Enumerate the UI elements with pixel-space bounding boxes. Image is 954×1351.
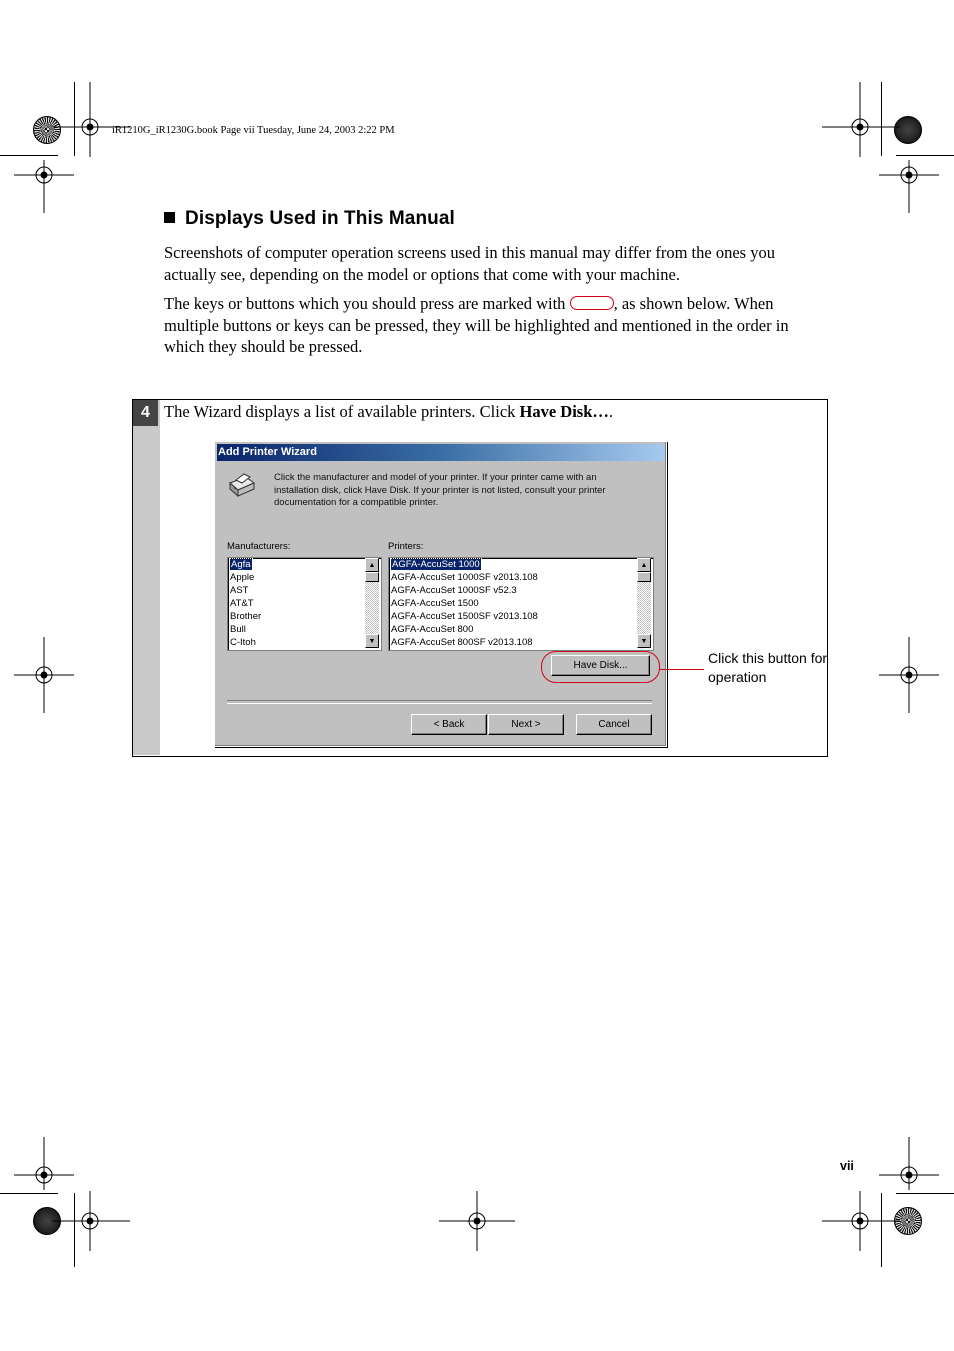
step-number: 4	[133, 400, 158, 426]
list-item[interactable]: Brother	[230, 611, 262, 622]
list-item[interactable]: AGFA-AccuSet 1500SF v2013.108	[391, 611, 538, 622]
callout-leader-line	[659, 669, 704, 670]
scroll-up-arrow-icon[interactable]: ▲	[637, 558, 651, 572]
next-button[interactable]: Next >	[488, 714, 564, 735]
list-item[interactable]: Agfa	[231, 559, 251, 570]
intro-paragraph: Screenshots of computer operation screens used in this manual may differ from the ones you actually see, depending on the model or options that come with your machine.	[164, 243, 775, 284]
keys-paragraph	[164, 293, 828, 358]
page-number: vii	[840, 1159, 854, 1173]
list-item[interactable]: C-Itoh	[230, 637, 256, 648]
scroll-down-arrow-icon[interactable]: ▼	[637, 634, 651, 648]
keys-paragraph-text-cont: , as shown below. When multiple buttons or keys can be pressed, they will be highlighted and mentioned in the order in which they should be pressed.	[164, 294, 789, 356]
list-item[interactable]: AGFA-AccuSet 800SF v2013.108	[391, 637, 533, 648]
key-highlight-mark-icon	[570, 296, 614, 310]
scroll-thumb[interactable]	[365, 572, 379, 582]
cancel-button[interactable]: Cancel	[576, 714, 652, 735]
list-item[interactable]: AGFA-AccuSet 800	[391, 624, 474, 635]
callout-text: Click this button for operation	[708, 650, 828, 685]
scroll-down-arrow-icon[interactable]: ▼	[365, 634, 379, 648]
list-item[interactable]: AT&T	[230, 598, 254, 609]
printer-icon	[226, 471, 256, 499]
manufacturers-listbox[interactable]	[227, 557, 382, 651]
square-bullet-icon	[164, 212, 175, 223]
back-button[interactable]: < Back	[411, 714, 487, 735]
printers-listbox[interactable]	[388, 557, 654, 651]
step-text: The Wizard displays a list of available printers. Click	[164, 402, 520, 421]
list-item[interactable]: Apple	[230, 572, 255, 583]
scroll-thumb[interactable]	[637, 572, 651, 582]
printers-label: Printers:	[388, 541, 424, 552]
step-text-bold: Have Disk…	[519, 402, 609, 421]
scroll-up-arrow-icon[interactable]: ▲	[365, 558, 379, 572]
step-instruction	[164, 402, 613, 422]
dialog-separator	[227, 700, 652, 704]
list-item[interactable]: AGFA-AccuSet 1500	[391, 598, 479, 609]
list-item[interactable]: Bull	[230, 624, 246, 635]
keys-paragraph-text: The keys or buttons which you should press are marked with	[164, 294, 570, 313]
list-item[interactable]: AGFA-AccuSet 1000	[392, 559, 480, 570]
section-heading-text: Displays Used in This Manual	[185, 208, 455, 229]
list-item[interactable]: AGFA-AccuSet 1000SF v2013.108	[391, 572, 538, 583]
page-slug: iR1210G_iR1230G.book Page vii Tuesday, June 24, 2003 2:22 PM	[112, 125, 395, 136]
step-sidebar	[133, 400, 160, 755]
list-item[interactable]: AGFA-AccuSet 1000SF v52.3	[391, 585, 517, 596]
dialog-instructions: Click the manufacturer and model of your printer. If your printer came with an installation disk, click Have Disk. If your printer is not listed, consult your printer documentation for a compatible printer.	[274, 472, 606, 508]
dialog-titlebar: Add Printer Wizard	[217, 444, 665, 461]
list-item[interactable]: AST	[230, 585, 249, 596]
have-disk-button[interactable]: Have Disk...	[551, 655, 650, 676]
section-heading	[164, 208, 455, 230]
step-text-end: .	[608, 402, 614, 421]
manufacturers-label: Manufacturers:	[227, 541, 291, 552]
highlight-circle	[541, 651, 660, 683]
